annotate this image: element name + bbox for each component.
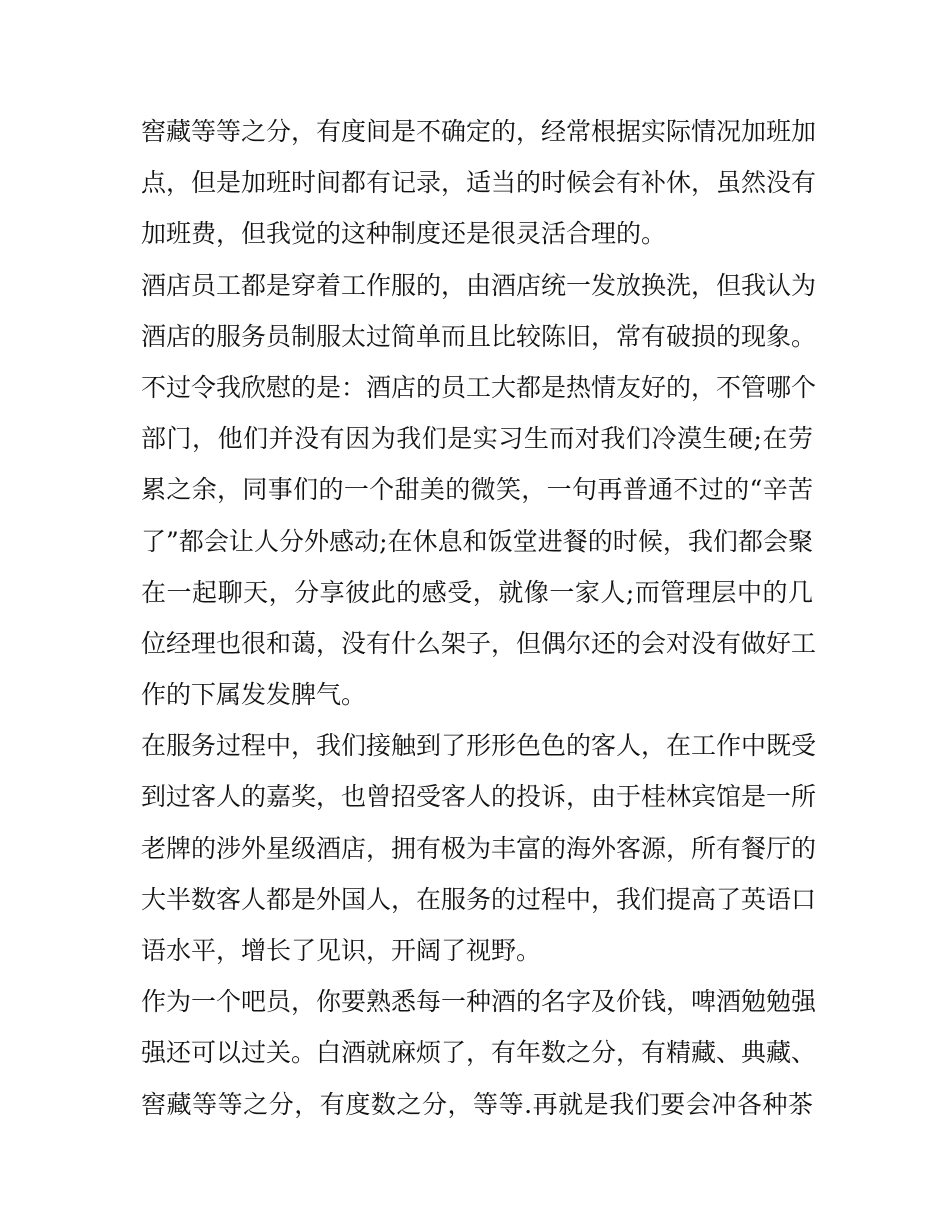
text-line: 老牌的涉外星级酒店，拥有极为丰富的海外客源，所有餐厅的 [141, 833, 817, 863]
text-line: 在服务过程中，我们接触到了形形色色的客人，在工作中既受 [141, 731, 817, 761]
text-line: 部门，他们并没有因为我们是实习生而对我们冷漠生硬;在劳 [141, 424, 813, 454]
text-line: 窖藏等等之分，有度间是不确定的，经常根据实际情况加班加 [141, 117, 817, 146]
text-line: 酒店员工都是穿着工作服的，由酒店统一发放换洗，但我认为 [141, 270, 817, 300]
document-body [141, 106, 817, 1130]
text-line: 累之余，同事们的一个甜美的微笑，一句再普通不过的“辛苦 [141, 475, 813, 505]
text-line: 位经理也很和蔼，没有什么架子，但偶尔还的会对没有做好工 [141, 628, 817, 658]
text-line: 酒店的服务员制服太过简单而且比较陈旧，常有破损的现象。 [141, 321, 817, 351]
text-line: 作的下属发发脾气。 [141, 680, 367, 710]
text-line: 点，但是加班时间都有记录，适当的时候会有补休，虽然没有 [141, 168, 817, 198]
text-line: 了”都会让人分外感动;在休息和饭堂进餐的时候，我们都会聚 [141, 526, 813, 556]
text-line: 加班费，但我觉的这种制度还是很灵活合理的。 [141, 219, 667, 249]
text-line: 在一起聊天，分享彼此的感受，就像一家人;而管理层中的几 [141, 577, 813, 607]
text-line: 到过客人的嘉奖，也曾招受客人的投诉，由于桂林宾馆是一所 [141, 782, 817, 812]
text-line: 大半数客人都是外国人，在服务的过程中，我们提高了英语口 [141, 884, 817, 914]
text-line: 窖藏等等之分，有度数之分，等等.再就是我们要会冲各种茶 [141, 1089, 813, 1119]
text-line: 不过令我欣慰的是：酒店的员工大都是热情友好的，不管哪个 [141, 372, 817, 402]
text-line: 语水平，增长了见识，开阔了视野。 [141, 936, 542, 965]
text-line: 作为一个吧员，你要熟悉每一种酒的名字及价钱，啤酒勉勉强 [141, 987, 817, 1017]
text-line: 强还可以过关。白酒就麻烦了，有年数之分，有精藏、典藏、 [141, 1038, 817, 1068]
